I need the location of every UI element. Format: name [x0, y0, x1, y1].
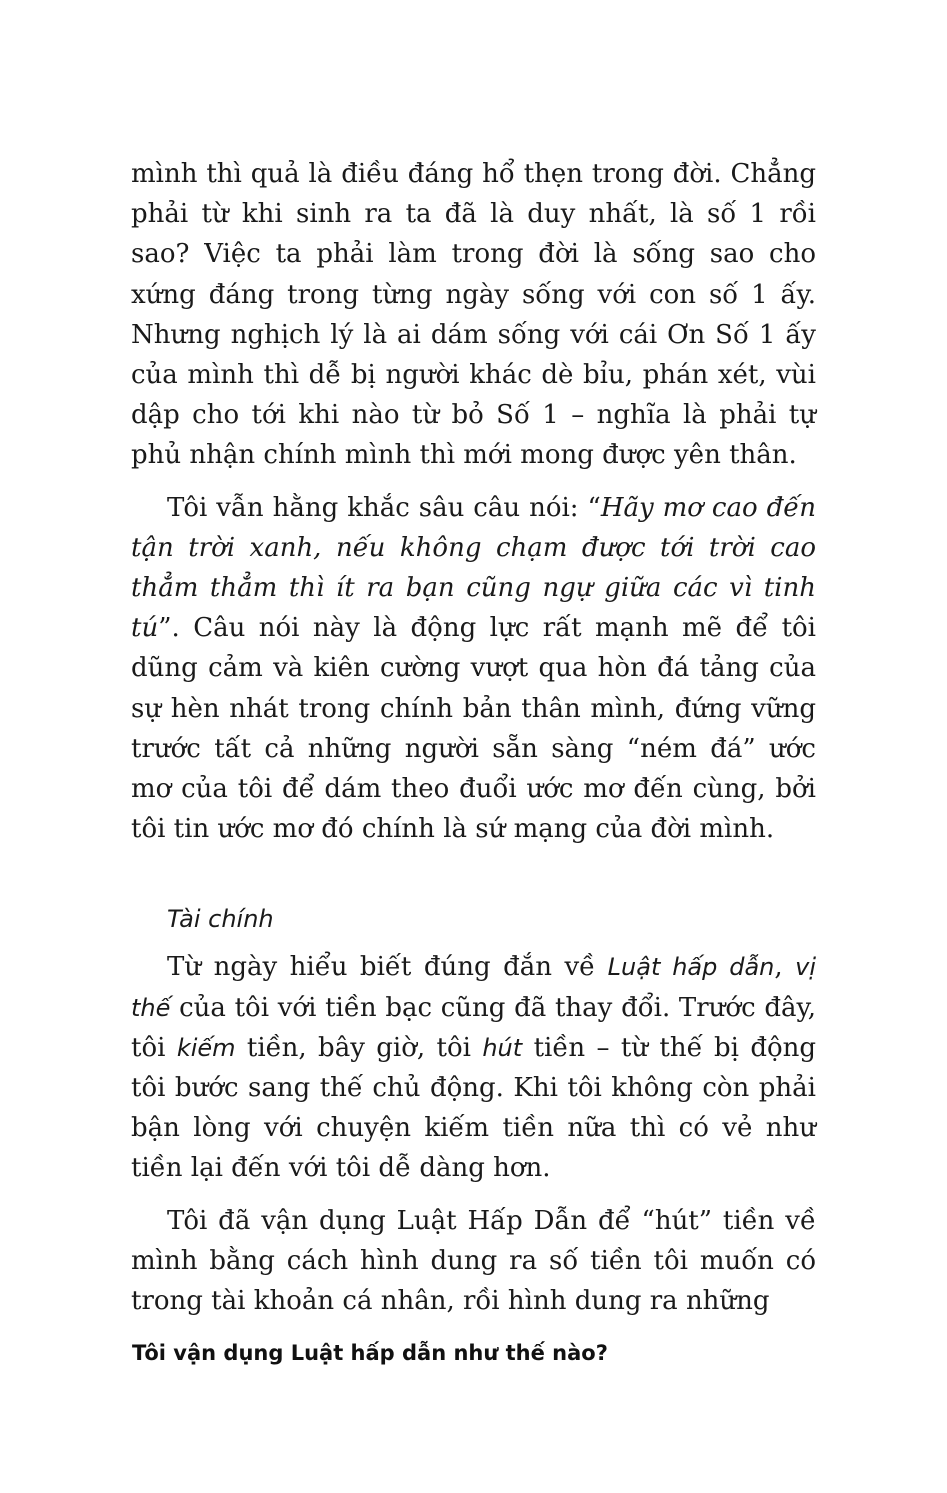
paragraph-2: [131, 488, 816, 850]
position-term: vị thế: [131, 953, 817, 1022]
paragraph-3-part-d: tiền, bây giờ, tôi: [235, 1032, 483, 1063]
paragraph-1: mình thì quả là điều đáng hổ thẹn trong đời. Chẳng phải từ khi sinh ra ta đã là duy nhất, là số 1 rồi sao? Việc ta phải làm trong đời là sống sao cho xứng đáng trong từng ngày sống với con số 1 ấy. Nhưng nghịch lý là ai dám sống với cái Ơn Số 1 ấy của mình thì dễ bị người khác dè bỉu, phán xét, vùi dập cho tới khi nào từ bỏ Số 1 – nghĩa là phải tự phủ nhận chính mình thì mới mong được yên thân.: [131, 159, 816, 471]
paragraph-3-part-e: tiền – từ thế bị động tôi bước sang thế chủ động. Khi tôi không còn phải bận lòng với chuyện kiếm tiền nữa thì có vẻ như tiền lại đến với tôi dễ dàng hơn.: [131, 1032, 817, 1184]
law-term: Luật hấp dẫn: [607, 953, 775, 982]
quote-text: Hãy mơ cao đến tận trời xanh, nếu không chạm được tới trời cao thẳm thẳm thì ít ra bạn cũng ngự giữa các vì tinh tú: [131, 492, 816, 644]
paragraph-3: [131, 947, 816, 1188]
paragraph-3-part-b: ,: [774, 952, 796, 983]
attract-term: hút: [482, 1033, 523, 1062]
paragraph-3-part-c: của tôi với tiền bạc cũng đã thay đổi. Trước đây, tôi: [131, 992, 816, 1063]
paragraph-2-intro: Tôi vẫn hằng khắc sâu câu nói: “: [167, 492, 601, 523]
running-footer-title: Tôi vận dụng Luật hấp dẫn như thế nào?: [132, 1341, 608, 1365]
paragraph-2-rest: ”. Câu nói này là động lực rất mạnh mẽ để tôi dũng cảm và kiên cường vượt qua hòn đá tảng của sự hèn nhát trong chính bản thân mình, đứng vững trước tất cả những người sẵn sàng “ném đá” ước mơ của tôi để dám theo đuổi ước mơ đến cùng, bởi tôi tin ước mơ đó chính là sứ mạng của đời mình.: [131, 613, 816, 845]
paragraph-3-part-a: Từ ngày hiểu biết đúng đắn về: [167, 952, 608, 983]
earn-term: kiếm: [176, 1033, 236, 1062]
section-heading: Tài chính: [167, 905, 274, 934]
body-text: [131, 154, 816, 1321]
paragraph-4: Tôi đã vận dụng Luật Hấp Dẫn để “hút” tiền về mình bằng cách hình dung ra số tiền tôi muốn có trong tài khoản cá nhân, rồi hình dung ra những: [131, 1205, 816, 1317]
